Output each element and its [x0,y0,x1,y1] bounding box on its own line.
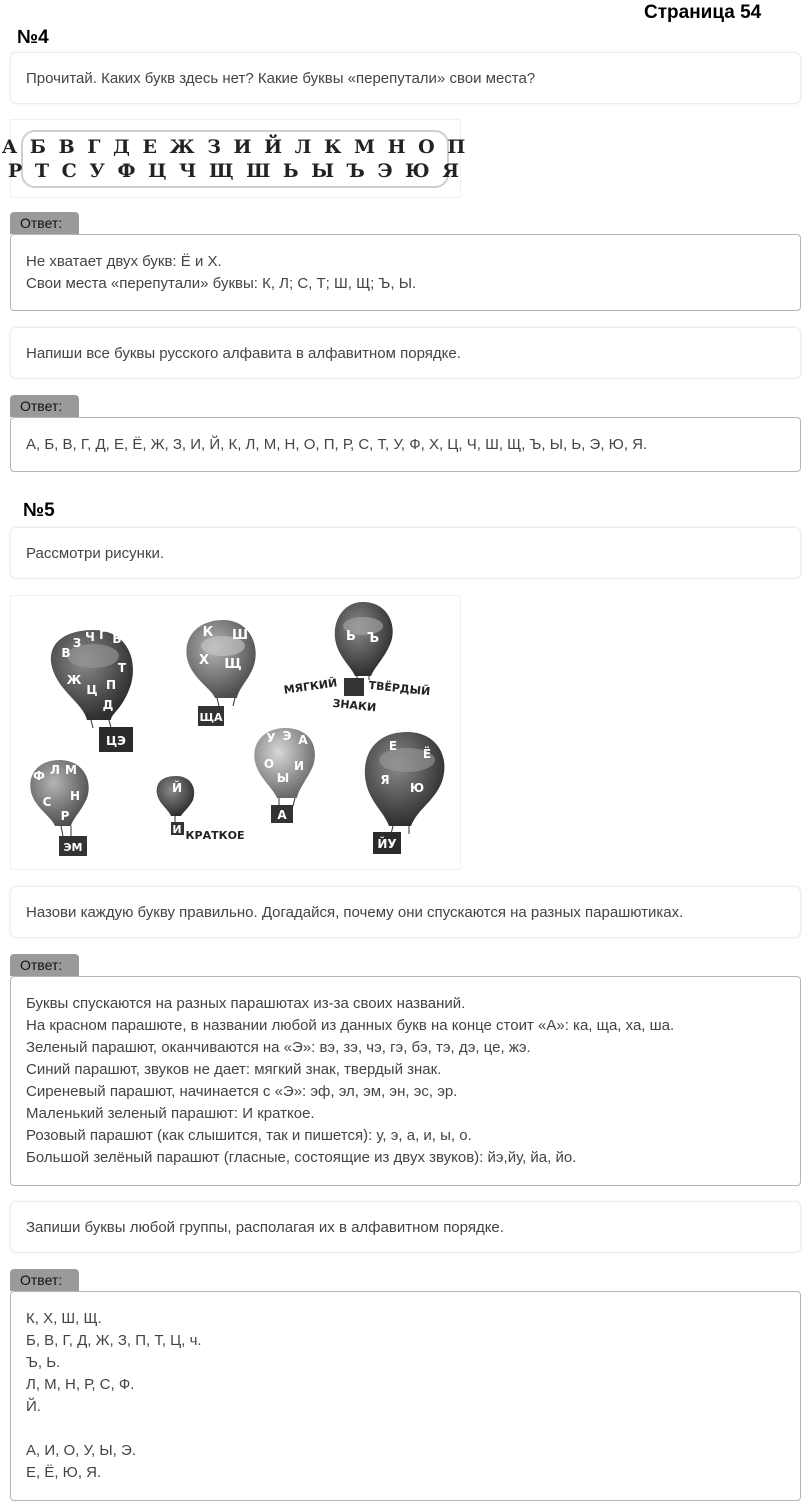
balloon-4 [30,760,88,856]
answer-line: Л, М, Н, Р, С, Ф. [26,1376,135,1393]
balloon-letter: В [61,646,71,660]
answer-line: Большой зелёный парашют (гласные, состоящие из двух звуков): йэ,йу, йа, йо. [26,1149,577,1166]
balloon-letter: У [266,731,276,745]
balloon-letter: Х [198,653,210,668]
balloon-letter: Ё [422,747,432,761]
balloon-letter: Щ [224,657,242,672]
balloon-letter: Е [388,739,398,753]
answer-label: Ответ: [10,395,79,417]
answer-line [26,1418,785,1440]
answer-line: Ъ, Ь. [26,1354,61,1371]
task5-prompt-text: Рассмотри рисунки. [26,544,165,562]
balloon-letter: Н [69,789,81,803]
balloon-3-caption-bottom: ЗНАКИ [331,696,377,715]
answer-line: Б, В, Г, Д, Ж, З, П, Т, Ц, ч. [26,1332,202,1349]
alphabet-row-2: Р Т С У Ф Ц Ч Щ Ш Ь Ы Ъ Э Ю Я [8,160,462,182]
balloon-1-basket-label: ЦЭ [106,734,126,748]
task5-prompt3-text: Запиши буквы любой группы, располагая их в алфавитном порядке. [26,1218,504,1236]
alphabet-row-1: А Б В Г Д Е Ж З И Й Л К М Н О П [1,136,469,158]
balloon-letter: Р [60,809,70,823]
balloon-letter: М [65,763,77,777]
answer-label: Ответ: [10,212,79,234]
answer-line: Свои места «перепутали» буквы: К, Л; С, Т; Ш, Щ; Ъ, Ы. [26,275,417,292]
answer-line: Не хватает двух букв: Ё и Х. [26,253,222,270]
answer-line: Синий парашют, звуков не дает: мягкий знак, твердый знак. [26,1061,442,1078]
alphabet-frame [1,130,469,188]
balloon-letter: Т [117,661,127,675]
balloon-3 [283,602,431,714]
balloon-7 [365,732,445,854]
balloon-1 [51,628,133,752]
answer-line: На красном парашюте, в названии любой из данных букв на конце стоит «А»: ка, ща, ха, ша. [26,1017,675,1034]
balloons-image [10,595,461,870]
balloon-letter: Ф [33,769,45,783]
balloon-letter: Ь [346,629,356,644]
balloon-letter: Ъ [366,631,380,646]
task5-prompt2 [10,886,801,938]
balloon-letter: А [298,733,308,747]
answer-line: Е, Ё, Ю, Я. [26,1464,102,1481]
balloon-4-basket-label: ЭМ [63,841,83,854]
balloon-letter: К [202,625,214,640]
balloon-5-caption: КРАТКОЕ [185,829,245,842]
task5-answer [10,976,801,1186]
task4-prompt2 [10,327,801,379]
answer-label: Ответ: [10,954,79,976]
task4-answer [10,234,801,311]
task5-prompt2-text: Назови каждую букву правильно. Догадайся, почему они спускаются на разных парашютиках. [26,903,684,921]
balloon-letter: Ю [409,781,425,795]
task5-number: №5 [23,500,55,521]
task5-answer2 [10,1291,801,1501]
answer-line: А, Б, В, Г, Д, Е, Ё, Ж, З, И, Й, К, Л, М, Н, О, П, Р, С, Т, У, Ф, Х, Ц, Ч, Ш, Щ, Ъ, Ы, Ь, Э, Ю, Я. [26,436,648,453]
balloon-letter: Г [99,628,107,642]
balloon-6-basket-label: А [277,808,287,822]
balloon-letter: И [293,759,305,773]
balloon-letter: Э [282,729,292,743]
balloon-letter: О [263,757,275,771]
page-title: Страница 54 [644,2,762,23]
balloon-letter: Й [171,781,183,795]
answer-line: Маленький зеленый парашют: И краткое. [26,1105,315,1122]
answer-line: Зеленый парашют, оканчиваются на «Э»: вэ, зэ, чэ, гэ, бэ, тэ, дэ, це, жэ. [26,1039,531,1056]
answer-line: К, Х, Ш, Щ. [26,1310,102,1327]
balloon-letter: З [72,636,82,650]
task4-prompt2-text: Напиши все буквы русского алфавита в алфавитном порядке. [26,344,461,362]
balloon-letter: Ы [276,771,290,785]
alphabet-image [1,119,469,198]
balloon-letter: Я [380,773,390,787]
answer-line: Буквы спускаются на разных парашютах из-за своих названий. [26,995,466,1012]
balloon-5 [157,776,245,842]
balloon-letter: П [105,678,117,692]
task4-prompt [10,52,801,104]
answer-line: А, И, О, У, Ы, Э. [26,1442,136,1459]
task4-number: №4 [17,27,49,48]
balloon-letter: Ж [66,673,82,687]
answer-line: Розовый парашют (как слышится, так и пишется): у, э, а, и, ы, о. [26,1127,472,1144]
task4-answer2 [10,417,801,472]
balloon-letter: С [42,795,52,809]
balloon-letter: Л [50,763,60,777]
task4-prompt-text: Прочитай. Каких букв здесь нет? Какие буквы «перепутали» свои места? [26,69,536,87]
balloon-2 [186,620,255,726]
balloon-5-basket-label: И [172,823,182,836]
balloon-3-basket [344,678,364,696]
balloon-letter: Ш [231,628,249,643]
balloon-3-caption-left: МЯГКИЙ [282,676,339,697]
task5-prompt [10,527,801,579]
answer-line: Й. [26,1398,41,1415]
balloon-6 [254,728,315,823]
balloon-3-caption-right: ТВЁРДЫЙ [367,678,431,699]
task5-prompt3 [10,1201,801,1253]
balloon-letter: Ц [86,683,98,697]
balloon-2-basket-label: ЩА [199,711,223,724]
balloon-letter: Ч [85,630,95,644]
balloon-letter: Д [102,698,114,712]
answer-label: Ответ: [10,1269,79,1291]
balloon-letter: Б [112,632,122,646]
answer-line: Сиреневый парашют, начинается с «Э»: эф, эл, эм, эн, эс, эр. [26,1083,458,1100]
balloon-7-basket-label: ЙУ [377,837,397,851]
balloons-illustration [11,596,462,871]
